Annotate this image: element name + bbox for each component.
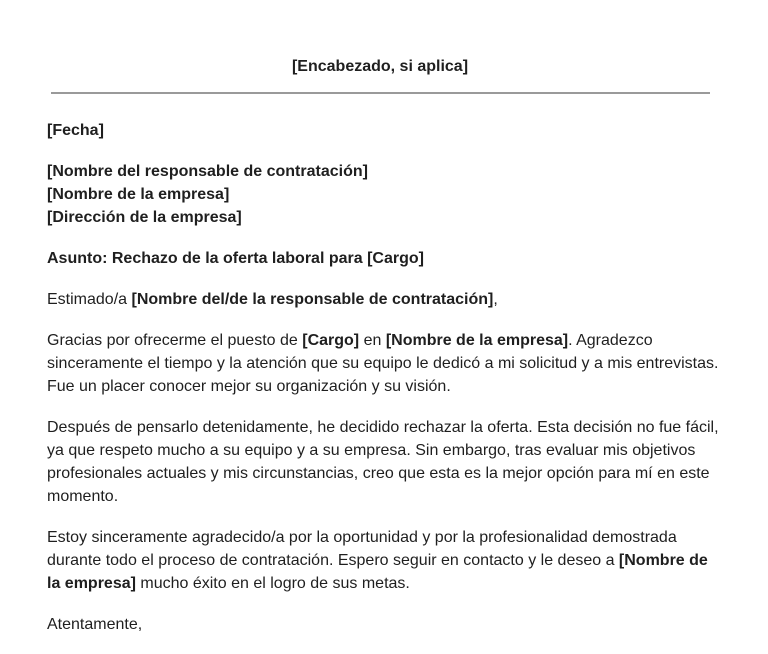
salutation-suffix: ,: [493, 291, 498, 308]
recipient-block: [47, 160, 719, 229]
paragraph-2: Después de pensarlo detenidamente, he decidido rechazar la oferta. Esta decisión no fue fácil, ya que respeto mucho a su equipo y a su empresa. Sin embargo, tras evaluar mis objetivos profesionales actuales y mis circunstancias, creo que esta es la mejor opción para mí en este momento.: [47, 419, 719, 505]
p3-text-2: mucho éxito en el logro de sus metas.: [135, 575, 410, 592]
paragraph-3: [47, 526, 719, 595]
salutation-prefix: Estimado/a: [47, 291, 132, 308]
p3-text-1: Estoy sinceramente agradecido/a por la oportunidad y por la profesionalidad demostrada durante todo el proceso de contratación. Espero seguir en contacto y le deseo a: [47, 529, 677, 569]
p1-text-3: . Agradezco sinceramente el tiempo y la atención que su equipo le dedicó a mi solicitud y a mis entrevistas. Fue un placer conocer mejor su organización y su visión.: [47, 332, 719, 395]
p1-text-1: Gracias por ofrecerme el puesto de: [47, 332, 303, 349]
recipient-name: [Nombre del responsable de contratación]: [47, 163, 368, 180]
paragraph-1: [47, 329, 719, 398]
closing: Atentamente,: [47, 616, 143, 633]
letter-body: [47, 119, 719, 654]
header-divider: [51, 92, 710, 94]
company-name: [Nombre de la empresa]: [47, 186, 230, 203]
letter-date: [Fecha]: [47, 122, 104, 139]
letter-subject: Asunto: Rechazo de la oferta laboral para [Cargo]: [47, 250, 424, 267]
p1-position: [Cargo]: [302, 332, 360, 349]
salutation-name: [Nombre del/de la responsable de contratación]: [131, 291, 494, 308]
letter-header: [Encabezado, si aplica]: [291, 58, 469, 75]
p1-company: [Nombre de la empresa]: [385, 332, 569, 349]
p1-text-2: en: [359, 332, 386, 349]
p3-company: [Nombre de la empresa]: [47, 552, 708, 592]
salutation: [47, 288, 719, 311]
company-address: [Dirección de la empresa]: [47, 209, 242, 226]
